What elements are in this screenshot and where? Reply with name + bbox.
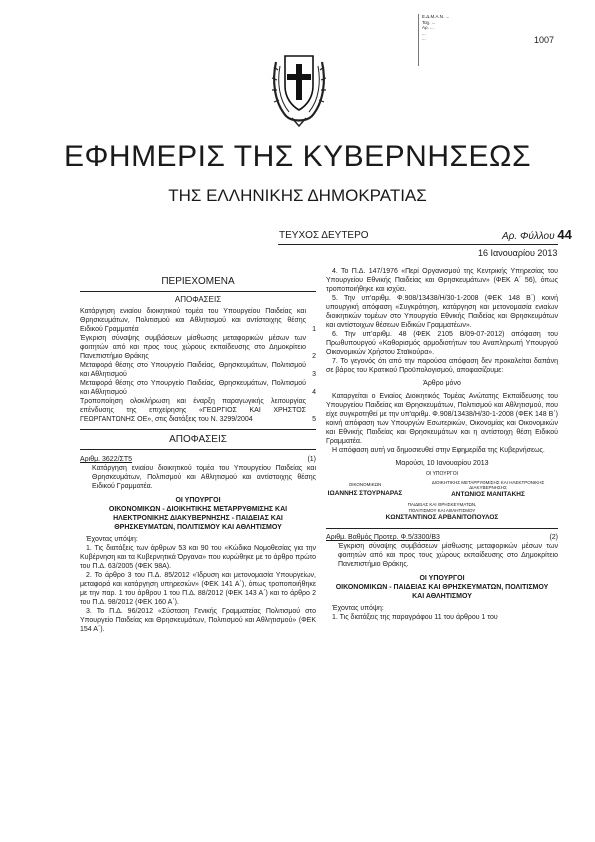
signatory-role: ΟΙΚΟΝΟΜΙΚΩΝ: [348, 482, 382, 487]
stamp-line: Ε.Δ.Μ.Α.Ν. ...: [422, 14, 450, 19]
signatory-role: ΠΟΛΙΤΙΣΜΟΥ ΚΑΙ ΑΘΛΗΤΙΣΜΟΥ: [408, 507, 476, 513]
stamp-line: Αρ. ...: [422, 25, 434, 30]
decision-1-ministers-body: ΟΙΚΟΝΟΜΙΚΩΝ - ΔΙΟΙΚΗΤΙΚΗΣ ΜΕΤΑΡΡΥΘΜΙΣΗΣ ΚΑΙ ΗΛΕΚΤΡΟΝΙΚΗΣ ΔΙΑΚΥΒΕΡΝΗΣΗΣ - ΠΑΙΔΕΙΑΣ ΚΑΙ ΘΡΗΣΚΕΥΜΑΤΩΝ, ΠΟΛΙΤΙΣΜΟΥ ΚΑΙ ΑΘΛΗΤΙΣΜΟΥ: [108, 506, 288, 531]
right-paragraph: 5. Την υπ'αριθμ. Φ.908/13438/Η/30-1-2008 (ΦΕΚ 148 Β΄) κοινή υπουργική απόφαση «Συγκρότηση, κατάργηση και μετονομασία ενιαίων διοικητικών τομέων στο Υπουργείο Εθνικής Παιδείας και Θρησκευμάτων και αντίστοιχων θέσεων Ειδικών Γραμματέων».: [326, 295, 558, 329]
toc-item-text: Μεταφορά θέσης στο Υπουργείο Παιδείας, Θρησκευμάτων, Πολιτισμού και Αθλητισμού: [80, 380, 306, 396]
toc-item-text: Μεταφορά θέσης στο Υπουργείο Παιδείας, Θρησκευμάτων, Πολιτισμού και Αθλητισμού: [80, 362, 306, 378]
article-body: Η απόφαση αυτή να δημοσιευθεί στην Εφημερίδα της Κυβερνήσεως.: [332, 447, 545, 454]
sheet-label: Αρ. Φύλλου: [502, 231, 555, 242]
issue-date: 16 Ιανουαρίου 2013: [478, 248, 558, 258]
toc-item[interactable]: [80, 379, 316, 397]
right-column: [326, 267, 558, 622]
signatory-role: ΔΙΟΙΚΗΤΙΚΗΣ ΜΕΤΑΡΡΥΘΜΙΣΗΣ ΚΑΙ ΗΛΕΚΤΡΟΝΙΚΗΣ ΔΙΑΚΥΒΕΡΝΗΣΗΣ: [431, 480, 545, 490]
signatory-3: [326, 502, 558, 522]
decision-2-number: (2): [549, 534, 558, 541]
decision-2-ref-line: [326, 533, 558, 542]
stamp-line: ...: [422, 36, 426, 41]
signatory-name: ΚΩΝΣΤΑΝΤΙΝΟΣ ΑΡΒΑΝΙΤΟΠΟΥΛΟΣ: [385, 514, 499, 521]
toc-item-text: Τροποποίηση ολοκλήρωση και έναρξη παραγωγικής λειτουργίας επένδυσης της επιχείρησης «ΓΕΩΡΓΙΟΣ ΚΑΙ ΧΡΗΣΤΟΣ ΓΕΩΡΓΑΝΤΩΝΗΣ ΟΕ», στις διατάξεις του Ν. 3299/2004: [80, 398, 306, 423]
decision-1-number: (1): [307, 456, 316, 463]
decisions-heading: ΑΠΟΦΑΣΕΙΣ: [169, 434, 227, 445]
stamp-line: ...: [422, 30, 426, 36]
sheet-number: [502, 228, 572, 244]
toc-item-page: 1: [312, 326, 316, 333]
toc-item[interactable]: [80, 397, 316, 424]
decision-separator: [326, 528, 558, 529]
page-number: 1007: [534, 35, 555, 45]
gazette-subtitle: ΤΗΣ ΕΛΛΗΝΙΚΗΣ ΔΗΜΟΚΡΑΤΙΑΣ: [168, 186, 427, 205]
toc-subheading: ΑΠΟΦΑΣΕΙΣ: [174, 295, 222, 304]
decision-1-paragraph: 2. Το άρθρο 3 του Π.Δ. 85/2012 «Ίδρυση και μετονομασία Υπουργείων, μεταφορά και κατάργηση υπηρεσιών» (ΦΕΚ 141 Α΄), όπως τροποποιήθηκε με την παρ. 1 του άρθρου 1 του Π.Δ. 88/2012 (ΦΕΚ 143 Α΄) και το άρθρο 2 του Π.Δ. 98/2012 (ΦΕΚ 160 Α΄).: [80, 572, 316, 606]
toc-item-page: 2: [312, 353, 316, 360]
decision-2-ministers-heading: ΟΙ ΥΠΟΥΡΓΟΙ: [419, 575, 465, 582]
decision-1-ref: Αριθμ. 3622/ΣΤ5: [80, 456, 133, 463]
article-body: Καταργείται ο Ενιαίος Διοικητικός Τομέας Ανώτατης Εκπαίδευσης του Υπουργείου Παιδείας και Θρησκευμάτων, Πολιτισμού και Αθλητισμού, που είχε συγκροτηθεί με την υπ'αριθμ. Φ.908/13438/Η/30-1-2008 (ΦΕΚ 148 Β΄) κοινή απόφαση των Υπουργών Εσωτερικών, Οικονομίας και Οικονομικών και Εθνικής Παιδείας και Θρησκευμάτων και η αντίστοιχη θέση Ειδικού Γραμματέα.: [326, 393, 558, 445]
right-paragraph: 7. Το γεγονός ότι από την παρούσα απόφαση δεν προκαλείται δαπάνη σε βάρος του Κρατικού Προϋπολογισμού, αποφασίζουμε:: [326, 358, 558, 374]
decision-2-paragraph: 1. Τις διατάξεις της παραγράφου 11 του άρθρου 1 του: [332, 614, 498, 621]
right-paragraph: 4. Το Π.Δ. 147/1976 «Περί Οργανισμού της Κεντρικής Υπηρεσίας του Υπουργείου Εθνικής Παιδείας και Θρησκευμάτων» (ΦΕΚ Α΄ 56), όπως τροποποιήθηκε και ισχύει.: [326, 268, 558, 293]
decision-2-ministers-body: ΟΙΚΟΝΟΜΙΚΩΝ - ΠΑΙΔΕΙΑΣ ΚΑΙ ΘΡΗΣΚΕΥΜΑΤΩΝ, ΠΟΛΙΤΙΣΜΟΥ ΚΑΙ ΑΘΛΗΤΙΣΜΟΥ: [335, 584, 549, 600]
right-paragraph: 6. Την υπ'αριθμ. 48 (ΦΕΚ 2105 Β/09-07-2012) απόφαση του Πρωθυπουργού «Καθορισμός αρμοδιοτήτων του Αναπληρωτή Υπουργού Οικονομικών Χρήστου Σταϊκούρα».: [326, 331, 558, 356]
toc-item-text: Έγκριση σύναψης συμβάσεων μίσθωσης μεταφορικών μέσων των φοιτητών από και προς τους χώρους εκπαίδευσης στο Δημοκρίτειο Πανεπιστήμιο Θράκης: [80, 335, 306, 360]
decision-1-paragraph: 3. Το Π.Δ. 96/2012 «Σύσταση Γενικής Γραμματείας Πολιτισμού στο Υπουργείο Παιδείας και Θρησκευμάτων, Πολιτισμού και Αθλητισμού» (ΦΕΚ 154 Α΄).: [80, 608, 316, 633]
toc-item-page: 3: [312, 371, 316, 378]
decision-1-title: Κατάργηση ενιαίου διοικητικού τομέα του Υπουργείου Παιδείας και Θρησκευμάτων, Πολιτισμού και Αθλητισμού και αντίστοιχης θέσης Ειδικού Γραμματέα.: [92, 465, 316, 490]
decision-1-ministers-heading: ΟΙ ΥΠΟΥΡΓΟΙ: [175, 497, 221, 504]
publication-stamp: [418, 14, 494, 66]
toc-item-text: Κατάργηση ενιαίου διοικητικού τομέα του Υπουργείου Παιδείας και Θρησκευμάτων, Πολιτισμού και Αθλητισμού και αντίστοιχης θέσης Ειδικού Γραμματέα: [80, 308, 306, 333]
toc-item[interactable]: [80, 334, 316, 361]
decision-1-intro: Έχοντας υπόψη:: [86, 536, 138, 543]
toc-item[interactable]: [80, 307, 316, 334]
signatory-2: [418, 480, 558, 499]
signatories-heading: ΟΙ ΥΠΟΥΡΓΟΙ: [426, 471, 458, 477]
decision-2-ref: Αριθμ. Βαθμός Προτερ. Φ.5/3300/Β3: [326, 534, 440, 541]
signatories-row: [326, 480, 558, 499]
signatory-name: ΙΩΑΝΝΗΣ ΣΤΟΥΡΝΑΡΑΣ: [327, 490, 403, 497]
signatory-role: ΠΑΙΔΕΙΑΣ ΚΑΙ ΘΡΗΣΚΕΥΜΑΤΩΝ,: [407, 502, 477, 507]
toc-item-page: 4: [312, 389, 316, 396]
decision-2-intro: Έχοντας υπόψη:: [332, 605, 384, 612]
stamp-line: Ταχ. ...: [422, 19, 436, 25]
issue-label: ΤΕΥΧΟΣ ΔΕΥΤΕΡΟ: [279, 230, 369, 241]
place-date: Μαρούσι, 10 Ιανουαρίου 2013: [395, 460, 489, 467]
toc-item-page: 5: [312, 416, 316, 423]
toc-heading: ΠΕΡΙΕΧΟΜΕΝΑ: [161, 276, 235, 287]
signatory-1: [326, 480, 404, 499]
decision-1-paragraph: 1. Τις διατάξεις των άρθρων 53 και 90 του «Κώδικα Νομοθεσίας για την Κυβέρνηση και τα Κυβερνητικά Όργανα» που κυρώθηκε με το άρθρο πρώτο του Π.Δ. 63/2005 (ΦΕΚ 98Α).: [80, 545, 316, 570]
article-heading: Άρθρο μόνο: [423, 380, 461, 387]
masthead-rule: [278, 244, 558, 245]
gazette-title: ΕΦΗΜΕΡΙΣ ΤΗΣ ΚΥΒΕΡΝΗΣΕΩΣ: [63, 140, 532, 173]
left-column: [80, 276, 316, 634]
coat-of-arms-emblem: [268, 40, 330, 128]
decision-2-title: Έγκριση σύναψης συμβάσεων μίσθωσης μεταφορικών μέσων των φοιτητών από και προς τους χώρους εκπαίδευσης στο Δημοκρίτειο Πανεπιστήμιο Θράκης.: [338, 543, 558, 568]
toc-item[interactable]: [80, 361, 316, 379]
sheet-value: 44: [557, 227, 572, 242]
decision-1-ref-line: [80, 455, 316, 464]
signatory-name: ΑΝΤΩΝΙΟΣ ΜΑΝΙΤΑΚΗΣ: [451, 491, 525, 498]
